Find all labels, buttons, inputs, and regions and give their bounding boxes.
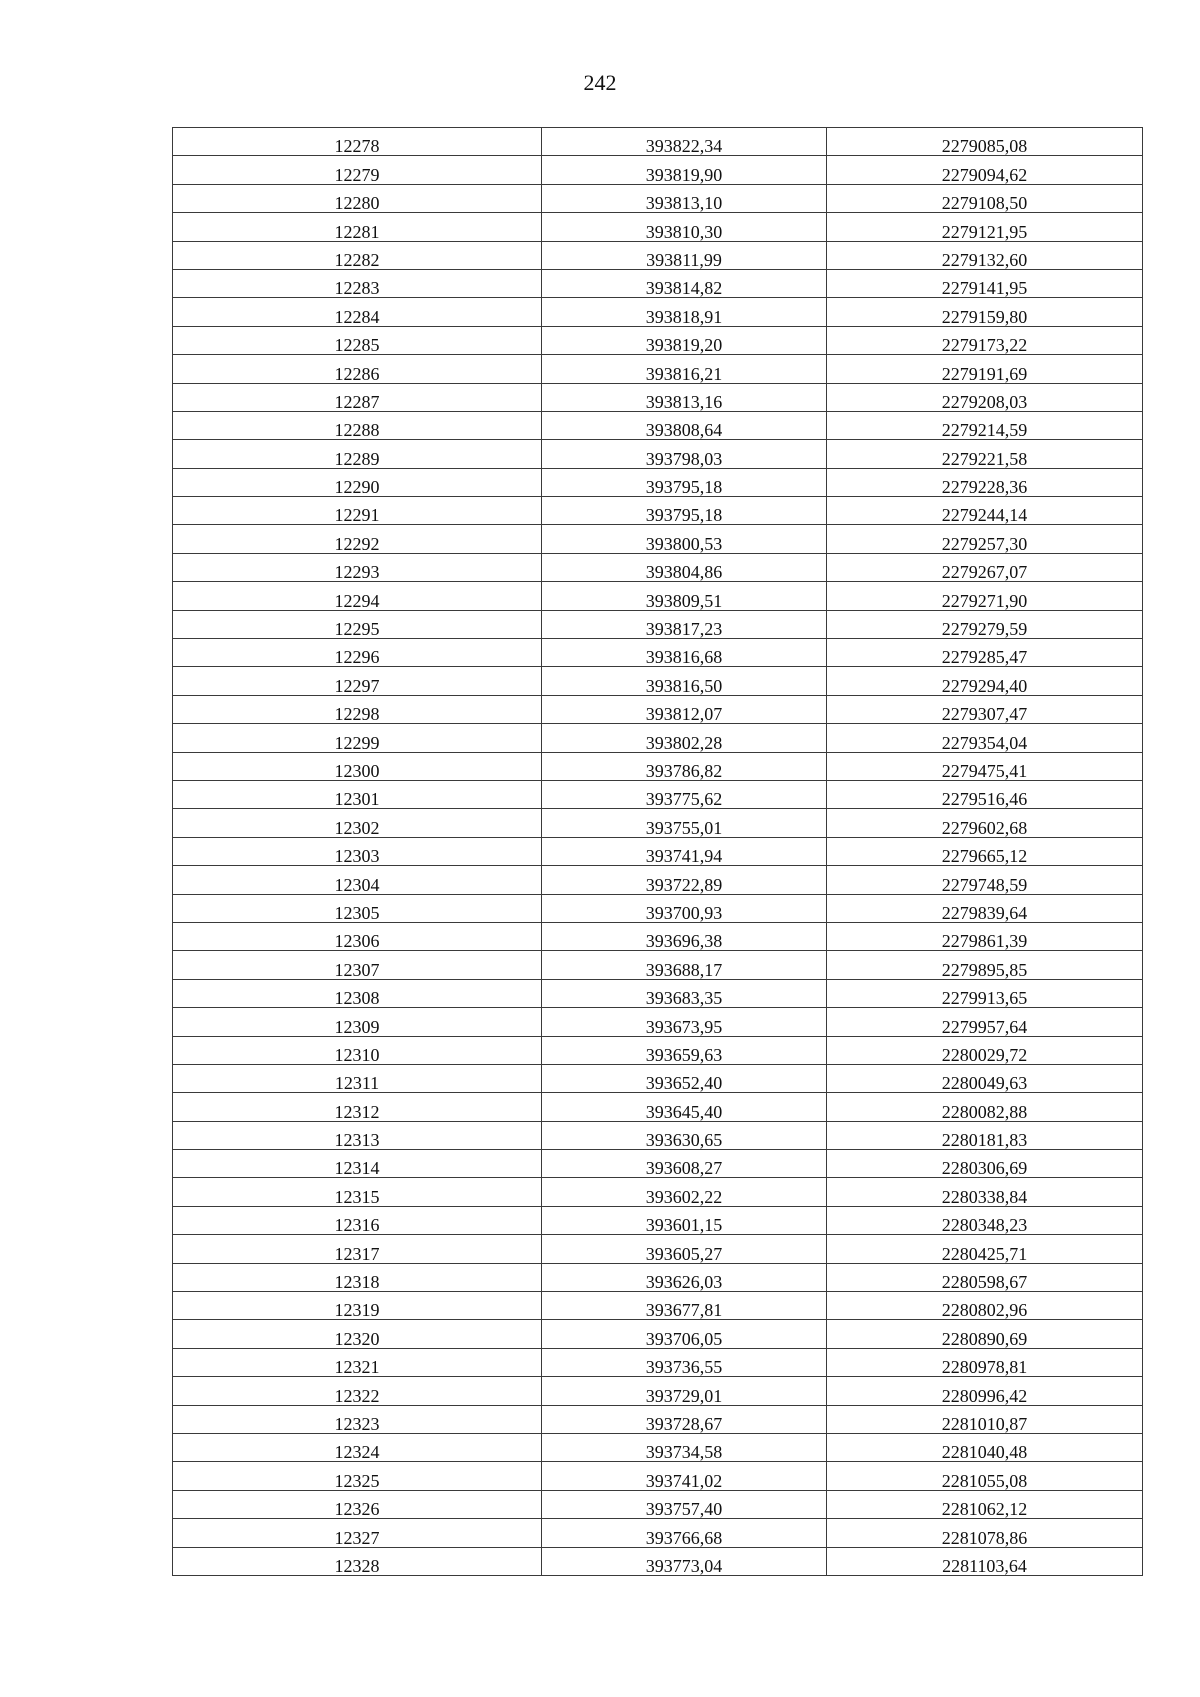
x-coordinate-cell: 393645,40 [542, 1093, 827, 1121]
point-number-cell: 12291 [173, 497, 542, 525]
point-number-cell: 12283 [173, 269, 542, 297]
y-coordinate-cell: 2279121,95 [827, 213, 1143, 241]
point-number-cell: 12290 [173, 468, 542, 496]
point-number-cell: 12300 [173, 752, 542, 780]
table-row [173, 156, 1143, 184]
y-coordinate-cell: 2280890,69 [827, 1320, 1143, 1348]
y-coordinate-cell: 2280082,88 [827, 1093, 1143, 1121]
y-coordinate-cell: 2279257,30 [827, 525, 1143, 553]
y-coordinate-cell: 2281103,64 [827, 1547, 1143, 1575]
y-coordinate-cell: 2279279,59 [827, 610, 1143, 638]
x-coordinate-cell: 393812,07 [542, 695, 827, 723]
point-number-cell: 12303 [173, 837, 542, 865]
y-coordinate-cell: 2279354,04 [827, 724, 1143, 752]
table-row [173, 241, 1143, 269]
table-row [173, 1178, 1143, 1206]
x-coordinate-cell: 393800,53 [542, 525, 827, 553]
y-coordinate-cell: 2280978,81 [827, 1348, 1143, 1376]
point-number-cell: 12315 [173, 1178, 542, 1206]
point-number-cell: 12279 [173, 156, 542, 184]
y-coordinate-cell: 2279475,41 [827, 752, 1143, 780]
point-number-cell: 12309 [173, 1008, 542, 1036]
x-coordinate-cell: 393630,65 [542, 1121, 827, 1149]
y-coordinate-cell: 2279267,07 [827, 553, 1143, 581]
point-number-cell: 12293 [173, 553, 542, 581]
table-row [173, 128, 1143, 156]
point-number-cell: 12328 [173, 1547, 542, 1575]
x-coordinate-cell: 393766,68 [542, 1519, 827, 1547]
x-coordinate-cell: 393728,67 [542, 1405, 827, 1433]
x-coordinate-cell: 393659,63 [542, 1036, 827, 1064]
point-number-cell: 12313 [173, 1121, 542, 1149]
x-coordinate-cell: 393795,18 [542, 497, 827, 525]
y-coordinate-cell: 2279307,47 [827, 695, 1143, 723]
y-coordinate-cell: 2280181,83 [827, 1121, 1143, 1149]
x-coordinate-cell: 393608,27 [542, 1150, 827, 1178]
x-coordinate-cell: 393802,28 [542, 724, 827, 752]
point-number-cell: 12306 [173, 922, 542, 950]
y-coordinate-cell: 2279294,40 [827, 667, 1143, 695]
table-row [173, 809, 1143, 837]
y-coordinate-cell: 2279108,50 [827, 184, 1143, 212]
point-number-cell: 12304 [173, 866, 542, 894]
x-coordinate-cell: 393688,17 [542, 951, 827, 979]
y-coordinate-cell: 2279913,65 [827, 979, 1143, 1007]
point-number-cell: 12289 [173, 440, 542, 468]
x-coordinate-cell: 393786,82 [542, 752, 827, 780]
point-number-cell: 12324 [173, 1433, 542, 1461]
table-row [173, 752, 1143, 780]
y-coordinate-cell: 2279839,64 [827, 894, 1143, 922]
x-coordinate-cell: 393804,86 [542, 553, 827, 581]
table-row [173, 1008, 1143, 1036]
table-row [173, 1348, 1143, 1376]
x-coordinate-cell: 393813,16 [542, 383, 827, 411]
point-number-cell: 12305 [173, 894, 542, 922]
y-coordinate-cell: 2281055,08 [827, 1462, 1143, 1490]
y-coordinate-cell: 2279228,36 [827, 468, 1143, 496]
y-coordinate-cell: 2279895,85 [827, 951, 1143, 979]
table-row [173, 1320, 1143, 1348]
table-row [173, 1490, 1143, 1518]
coordinates-table [172, 127, 1143, 1576]
table-row [173, 440, 1143, 468]
table-row [173, 724, 1143, 752]
x-coordinate-cell: 393757,40 [542, 1490, 827, 1518]
coordinates-table-body [173, 128, 1143, 1576]
point-number-cell: 12295 [173, 610, 542, 638]
point-number-cell: 12325 [173, 1462, 542, 1490]
point-number-cell: 12302 [173, 809, 542, 837]
y-coordinate-cell: 2279221,58 [827, 440, 1143, 468]
table-row [173, 1433, 1143, 1461]
x-coordinate-cell: 393729,01 [542, 1377, 827, 1405]
x-coordinate-cell: 393652,40 [542, 1064, 827, 1092]
table-row [173, 922, 1143, 950]
point-number-cell: 12317 [173, 1235, 542, 1263]
point-number-cell: 12292 [173, 525, 542, 553]
point-number-cell: 12311 [173, 1064, 542, 1092]
x-coordinate-cell: 393700,93 [542, 894, 827, 922]
table-row [173, 837, 1143, 865]
y-coordinate-cell: 2279173,22 [827, 326, 1143, 354]
y-coordinate-cell: 2280425,71 [827, 1235, 1143, 1263]
y-coordinate-cell: 2279957,64 [827, 1008, 1143, 1036]
point-number-cell: 12314 [173, 1150, 542, 1178]
page-number: 242 [583, 70, 617, 95]
point-number-cell: 12310 [173, 1036, 542, 1064]
y-coordinate-cell: 2280338,84 [827, 1178, 1143, 1206]
table-row [173, 213, 1143, 241]
table-row [173, 184, 1143, 212]
table-row [173, 1036, 1143, 1064]
x-coordinate-cell: 393602,22 [542, 1178, 827, 1206]
point-number-cell: 12318 [173, 1263, 542, 1291]
y-coordinate-cell: 2280029,72 [827, 1036, 1143, 1064]
table-row [173, 1405, 1143, 1433]
y-coordinate-cell: 2281078,86 [827, 1519, 1143, 1547]
table-row [173, 1462, 1143, 1490]
y-coordinate-cell: 2279191,69 [827, 355, 1143, 383]
table-row [173, 1150, 1143, 1178]
point-number-cell: 12298 [173, 695, 542, 723]
y-coordinate-cell: 2279208,03 [827, 383, 1143, 411]
x-coordinate-cell: 393683,35 [542, 979, 827, 1007]
y-coordinate-cell: 2280598,67 [827, 1263, 1143, 1291]
x-coordinate-cell: 393795,18 [542, 468, 827, 496]
table-row [173, 298, 1143, 326]
table-row [173, 1263, 1143, 1291]
table-row [173, 1121, 1143, 1149]
x-coordinate-cell: 393741,02 [542, 1462, 827, 1490]
table-row [173, 610, 1143, 638]
point-number-cell: 12327 [173, 1519, 542, 1547]
table-row [173, 866, 1143, 894]
y-coordinate-cell: 2279602,68 [827, 809, 1143, 837]
x-coordinate-cell: 393816,50 [542, 667, 827, 695]
point-number-cell: 12316 [173, 1206, 542, 1234]
table-row [173, 383, 1143, 411]
table-row [173, 951, 1143, 979]
x-coordinate-cell: 393816,21 [542, 355, 827, 383]
y-coordinate-cell: 2279861,39 [827, 922, 1143, 950]
point-number-cell: 12288 [173, 411, 542, 439]
table-row [173, 411, 1143, 439]
y-coordinate-cell: 2280996,42 [827, 1377, 1143, 1405]
x-coordinate-cell: 393605,27 [542, 1235, 827, 1263]
y-coordinate-cell: 2280348,23 [827, 1206, 1143, 1234]
point-number-cell: 12278 [173, 128, 542, 156]
table-row [173, 582, 1143, 610]
table-row [173, 497, 1143, 525]
table-row [173, 667, 1143, 695]
x-coordinate-cell: 393811,99 [542, 241, 827, 269]
y-coordinate-cell: 2279244,14 [827, 497, 1143, 525]
table-row [173, 1377, 1143, 1405]
x-coordinate-cell: 393736,55 [542, 1348, 827, 1376]
table-row [173, 1547, 1143, 1575]
point-number-cell: 12282 [173, 241, 542, 269]
point-number-cell: 12284 [173, 298, 542, 326]
y-coordinate-cell: 2279094,62 [827, 156, 1143, 184]
point-number-cell: 12320 [173, 1320, 542, 1348]
x-coordinate-cell: 393773,04 [542, 1547, 827, 1575]
point-number-cell: 12285 [173, 326, 542, 354]
table-row [173, 1093, 1143, 1121]
x-coordinate-cell: 393734,58 [542, 1433, 827, 1461]
point-number-cell: 12299 [173, 724, 542, 752]
table-row [173, 355, 1143, 383]
x-coordinate-cell: 393810,30 [542, 213, 827, 241]
x-coordinate-cell: 393814,82 [542, 269, 827, 297]
y-coordinate-cell: 2279285,47 [827, 639, 1143, 667]
point-number-cell: 12280 [173, 184, 542, 212]
y-coordinate-cell: 2280049,63 [827, 1064, 1143, 1092]
y-coordinate-cell: 2281062,12 [827, 1490, 1143, 1518]
table-row [173, 1235, 1143, 1263]
table-row [173, 326, 1143, 354]
y-coordinate-cell: 2279516,46 [827, 780, 1143, 808]
table-row [173, 1206, 1143, 1234]
x-coordinate-cell: 393601,15 [542, 1206, 827, 1234]
y-coordinate-cell: 2279271,90 [827, 582, 1143, 610]
table-row [173, 525, 1143, 553]
table-row [173, 269, 1143, 297]
x-coordinate-cell: 393808,64 [542, 411, 827, 439]
y-coordinate-cell: 2279132,60 [827, 241, 1143, 269]
table-row [173, 780, 1143, 808]
table-row [173, 695, 1143, 723]
table-row [173, 979, 1143, 1007]
x-coordinate-cell: 393822,34 [542, 128, 827, 156]
table-row [173, 1519, 1143, 1547]
table-row [173, 1292, 1143, 1320]
point-number-cell: 12286 [173, 355, 542, 383]
point-number-cell: 12326 [173, 1490, 542, 1518]
point-number-cell: 12323 [173, 1405, 542, 1433]
x-coordinate-cell: 393696,38 [542, 922, 827, 950]
point-number-cell: 12319 [173, 1292, 542, 1320]
point-number-cell: 12297 [173, 667, 542, 695]
point-number-cell: 12296 [173, 639, 542, 667]
point-number-cell: 12307 [173, 951, 542, 979]
x-coordinate-cell: 393819,20 [542, 326, 827, 354]
point-number-cell: 12281 [173, 213, 542, 241]
point-number-cell: 12294 [173, 582, 542, 610]
table-row [173, 894, 1143, 922]
point-number-cell: 12308 [173, 979, 542, 1007]
y-coordinate-cell: 2279159,80 [827, 298, 1143, 326]
y-coordinate-cell: 2279141,95 [827, 269, 1143, 297]
y-coordinate-cell: 2279748,59 [827, 866, 1143, 894]
x-coordinate-cell: 393741,94 [542, 837, 827, 865]
x-coordinate-cell: 393755,01 [542, 809, 827, 837]
x-coordinate-cell: 393706,05 [542, 1320, 827, 1348]
table-row [173, 1064, 1143, 1092]
y-coordinate-cell: 2281010,87 [827, 1405, 1143, 1433]
x-coordinate-cell: 393677,81 [542, 1292, 827, 1320]
point-number-cell: 12312 [173, 1093, 542, 1121]
table-row [173, 553, 1143, 581]
y-coordinate-cell: 2280802,96 [827, 1292, 1143, 1320]
x-coordinate-cell: 393817,23 [542, 610, 827, 638]
x-coordinate-cell: 393673,95 [542, 1008, 827, 1036]
y-coordinate-cell: 2281040,48 [827, 1433, 1143, 1461]
table-row [173, 639, 1143, 667]
y-coordinate-cell: 2280306,69 [827, 1150, 1143, 1178]
point-number-cell: 12321 [173, 1348, 542, 1376]
x-coordinate-cell: 393819,90 [542, 156, 827, 184]
x-coordinate-cell: 393813,10 [542, 184, 827, 212]
x-coordinate-cell: 393798,03 [542, 440, 827, 468]
point-number-cell: 12322 [173, 1377, 542, 1405]
table-row [173, 468, 1143, 496]
x-coordinate-cell: 393818,91 [542, 298, 827, 326]
y-coordinate-cell: 2279214,59 [827, 411, 1143, 439]
y-coordinate-cell: 2279665,12 [827, 837, 1143, 865]
x-coordinate-cell: 393722,89 [542, 866, 827, 894]
y-coordinate-cell: 2279085,08 [827, 128, 1143, 156]
point-number-cell: 12301 [173, 780, 542, 808]
x-coordinate-cell: 393809,51 [542, 582, 827, 610]
x-coordinate-cell: 393816,68 [542, 639, 827, 667]
x-coordinate-cell: 393626,03 [542, 1263, 827, 1291]
point-number-cell: 12287 [173, 383, 542, 411]
x-coordinate-cell: 393775,62 [542, 780, 827, 808]
